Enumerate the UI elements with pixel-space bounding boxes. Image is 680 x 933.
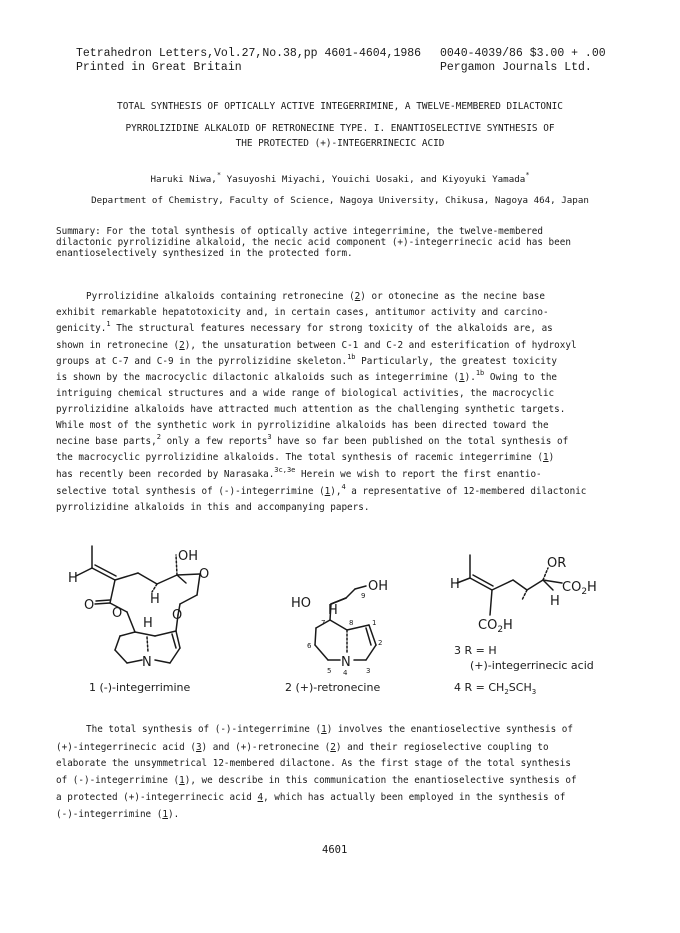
text-line: pyrrolizidine alkaloids have attracted much attention as the challenging synthetic targets. xyxy=(56,404,566,415)
citation: 2 xyxy=(156,433,161,441)
citation: 3c,3e xyxy=(274,466,296,474)
locant: 4 xyxy=(343,669,348,677)
atom-o: O xyxy=(199,567,210,582)
caption-compound-3: 3 R = H xyxy=(454,644,497,657)
locant: 7 xyxy=(321,619,326,627)
locant: 8 xyxy=(349,619,354,627)
locant: 6 xyxy=(307,642,312,650)
atom-h: H xyxy=(68,571,78,586)
compound-ref: 1 xyxy=(459,372,465,383)
citation: 1b xyxy=(347,353,356,361)
text-line: pyrrolizidine alkaloids in this and accompanying papers. xyxy=(56,502,370,513)
locant: 3 xyxy=(366,667,371,675)
text-line: necine base parts,$^2$ only a few reports$^3$ have so far been published on the total synthesis of xyxy=(56,433,569,447)
atom-h: H xyxy=(450,577,460,592)
text-line: of (-)-integerrimine (1), we describe in this communication the enantioselective synthesis of xyxy=(56,775,577,786)
locant: 2 xyxy=(378,639,383,647)
author-list: Yasuyoshi Miyachi, Youichi Uosaki, and Kiyoyuki Yamada xyxy=(226,174,526,185)
locant: 9 xyxy=(361,592,366,600)
chemical-structures-figure xyxy=(0,530,680,705)
compound-ref: 4 xyxy=(257,792,264,803)
text-line: Pyrrolizidine alkaloids containing retronecine (2) or otonecine as the necine base xyxy=(86,291,545,302)
atom-h: H xyxy=(143,616,153,631)
atom-n: N xyxy=(341,655,351,670)
compound-ref: 3 xyxy=(195,742,202,753)
summary-line: dilactonic pyrrolizidine alkaloid, the necic acid component (+)-integerrinecic acid has been xyxy=(56,237,571,248)
text-line: (-)-integerrimine (1). xyxy=(56,809,180,820)
text-line: is shown by the macrocyclic dilactonic alkaloids such as integerrimine (1).$^{1b}$ Owing to the xyxy=(56,369,558,383)
compound-ref: 1 xyxy=(324,486,331,497)
author-niwa: Haruki Niwa, xyxy=(150,174,217,185)
affiliation: Department of Chemistry, Faculty of Science, Nagoya University, Chikusa, Nagoya 464, Japan xyxy=(91,195,589,206)
issn-price: 0040-4039/86 $3.00 + .00 xyxy=(440,47,606,60)
summary-line: enantioselectively synthesized in the protected form. xyxy=(56,248,353,259)
compound-ref: 2 xyxy=(179,340,185,351)
atom-o: O xyxy=(112,606,123,621)
citation: 4 xyxy=(341,483,346,491)
paper-title-line-3: THE PROTECTED (+)-INTEGERRINECIC ACID xyxy=(235,138,445,149)
text-line: has recently been recorded by Narasaka.$^{3c,3e}$ Herein we wish to report the first enantio- xyxy=(56,466,542,480)
text-line: selective total synthesis of (-)-integerrimine (1),$^4$ a representative of 12-membered dilactonic xyxy=(56,483,587,497)
citation: 1 xyxy=(106,320,111,328)
text-line: genicity.$^1$ The structural features necessary for strong toxicity of the alkaloids are, as xyxy=(56,320,553,334)
atom-ho: HO xyxy=(291,596,312,611)
caption-compound-3-name: (+)-integerrinecic acid xyxy=(470,659,594,672)
caption-compound-2: 2 (+)-retronecine xyxy=(285,681,381,694)
atom-oh: OH xyxy=(368,579,389,594)
citation: 3 xyxy=(267,433,272,441)
atom-h: H xyxy=(550,594,560,609)
text-line: exhibit remarkable hepatotoxicity and, in certain cases, antitumor activity and carcino- xyxy=(56,307,549,318)
compound-ref: 2 xyxy=(330,742,336,753)
compound-ref: 2 xyxy=(354,291,361,302)
compound-ref: 1 xyxy=(321,724,327,735)
text-line: elaborate the unsymmetrical 12-membered dilactone. As the first stage of the total synthesis xyxy=(56,758,571,769)
text-line: intriguing chemical structures and a wide range of biological activities, the macrocyclic xyxy=(56,388,555,399)
atom-co2h: $CO_2H$ xyxy=(562,580,597,597)
atom-o: O xyxy=(84,598,95,613)
compound-ref: 1 xyxy=(179,775,185,786)
publisher: Pergamon Journals Ltd. xyxy=(440,61,592,74)
citation: 1b xyxy=(475,369,485,377)
atom-h: H xyxy=(328,603,338,618)
text-line: groups at C-7 and C-9 in the pyrrolizidine skeleton.$^{1b}$ Particularly, the greatest toxicity xyxy=(56,353,557,367)
compound-ref: 1 xyxy=(542,452,549,463)
corresponding-mark: * xyxy=(525,171,530,179)
caption-compound-4: 4 $R = CH_2SCH_3$ xyxy=(454,681,537,697)
paper-title-line-1: TOTAL SYNTHESIS OF OPTICALLY ACTIVE INTEGERRIMINE, A TWELVE-MEMBERED DILACTONIC xyxy=(117,101,563,112)
text-line: The total synthesis of (-)-integerrimine (1) involves the enantioselective synthesis of xyxy=(86,724,573,735)
caption-compound-1: 1 (-)-integerrimine xyxy=(89,681,191,694)
compound-ref: 1 xyxy=(162,809,168,820)
atom-n: N xyxy=(142,655,152,670)
text-line: shown in retronecine (2), the unsaturation between C-1 and C-2 and esterification of hydroxyl xyxy=(56,340,577,351)
locant: 5 xyxy=(327,667,332,675)
text-line: While most of the synthetic work in pyrrolizidine alkaloids has been directed toward the xyxy=(56,420,549,431)
paper-title-line-2: PYRROLIZIDINE ALKALOID OF RETRONECINE TYPE. I. ENANTIOSELECTIVE SYNTHESIS OF xyxy=(125,123,555,134)
corresponding-mark: * xyxy=(216,171,222,179)
summary-line: Summary: For the total synthesis of optically active integerrimine, the twelve-membered xyxy=(56,226,543,237)
printed-in: Printed in Great Britain xyxy=(76,61,242,74)
text-line: a protected (+)-integerrinecic acid 4, which has actually been employed in the synthesis of xyxy=(56,792,566,803)
text-line: the macrocyclic pyrrolizidine alkaloids. The total synthesis of racemic integerrimine (1) xyxy=(56,452,555,463)
atom-oh: OH xyxy=(178,549,199,564)
atom-co2h: $CO_2H$ xyxy=(478,618,513,635)
atom-o: O xyxy=(172,608,183,623)
locant: 1 xyxy=(372,619,377,627)
journal-citation: Tetrahedron Letters,Vol.27,No.38,pp 4601-4604,1986 xyxy=(76,47,422,60)
atom-h: H xyxy=(150,592,160,607)
authors xyxy=(30,171,650,185)
text-line: (+)-integerrinecic acid (3) and (+)-retronecine (2) and their regioselective coupling to xyxy=(56,742,549,753)
atom-or: OR xyxy=(547,556,567,571)
page-number: 4601 xyxy=(322,844,348,856)
